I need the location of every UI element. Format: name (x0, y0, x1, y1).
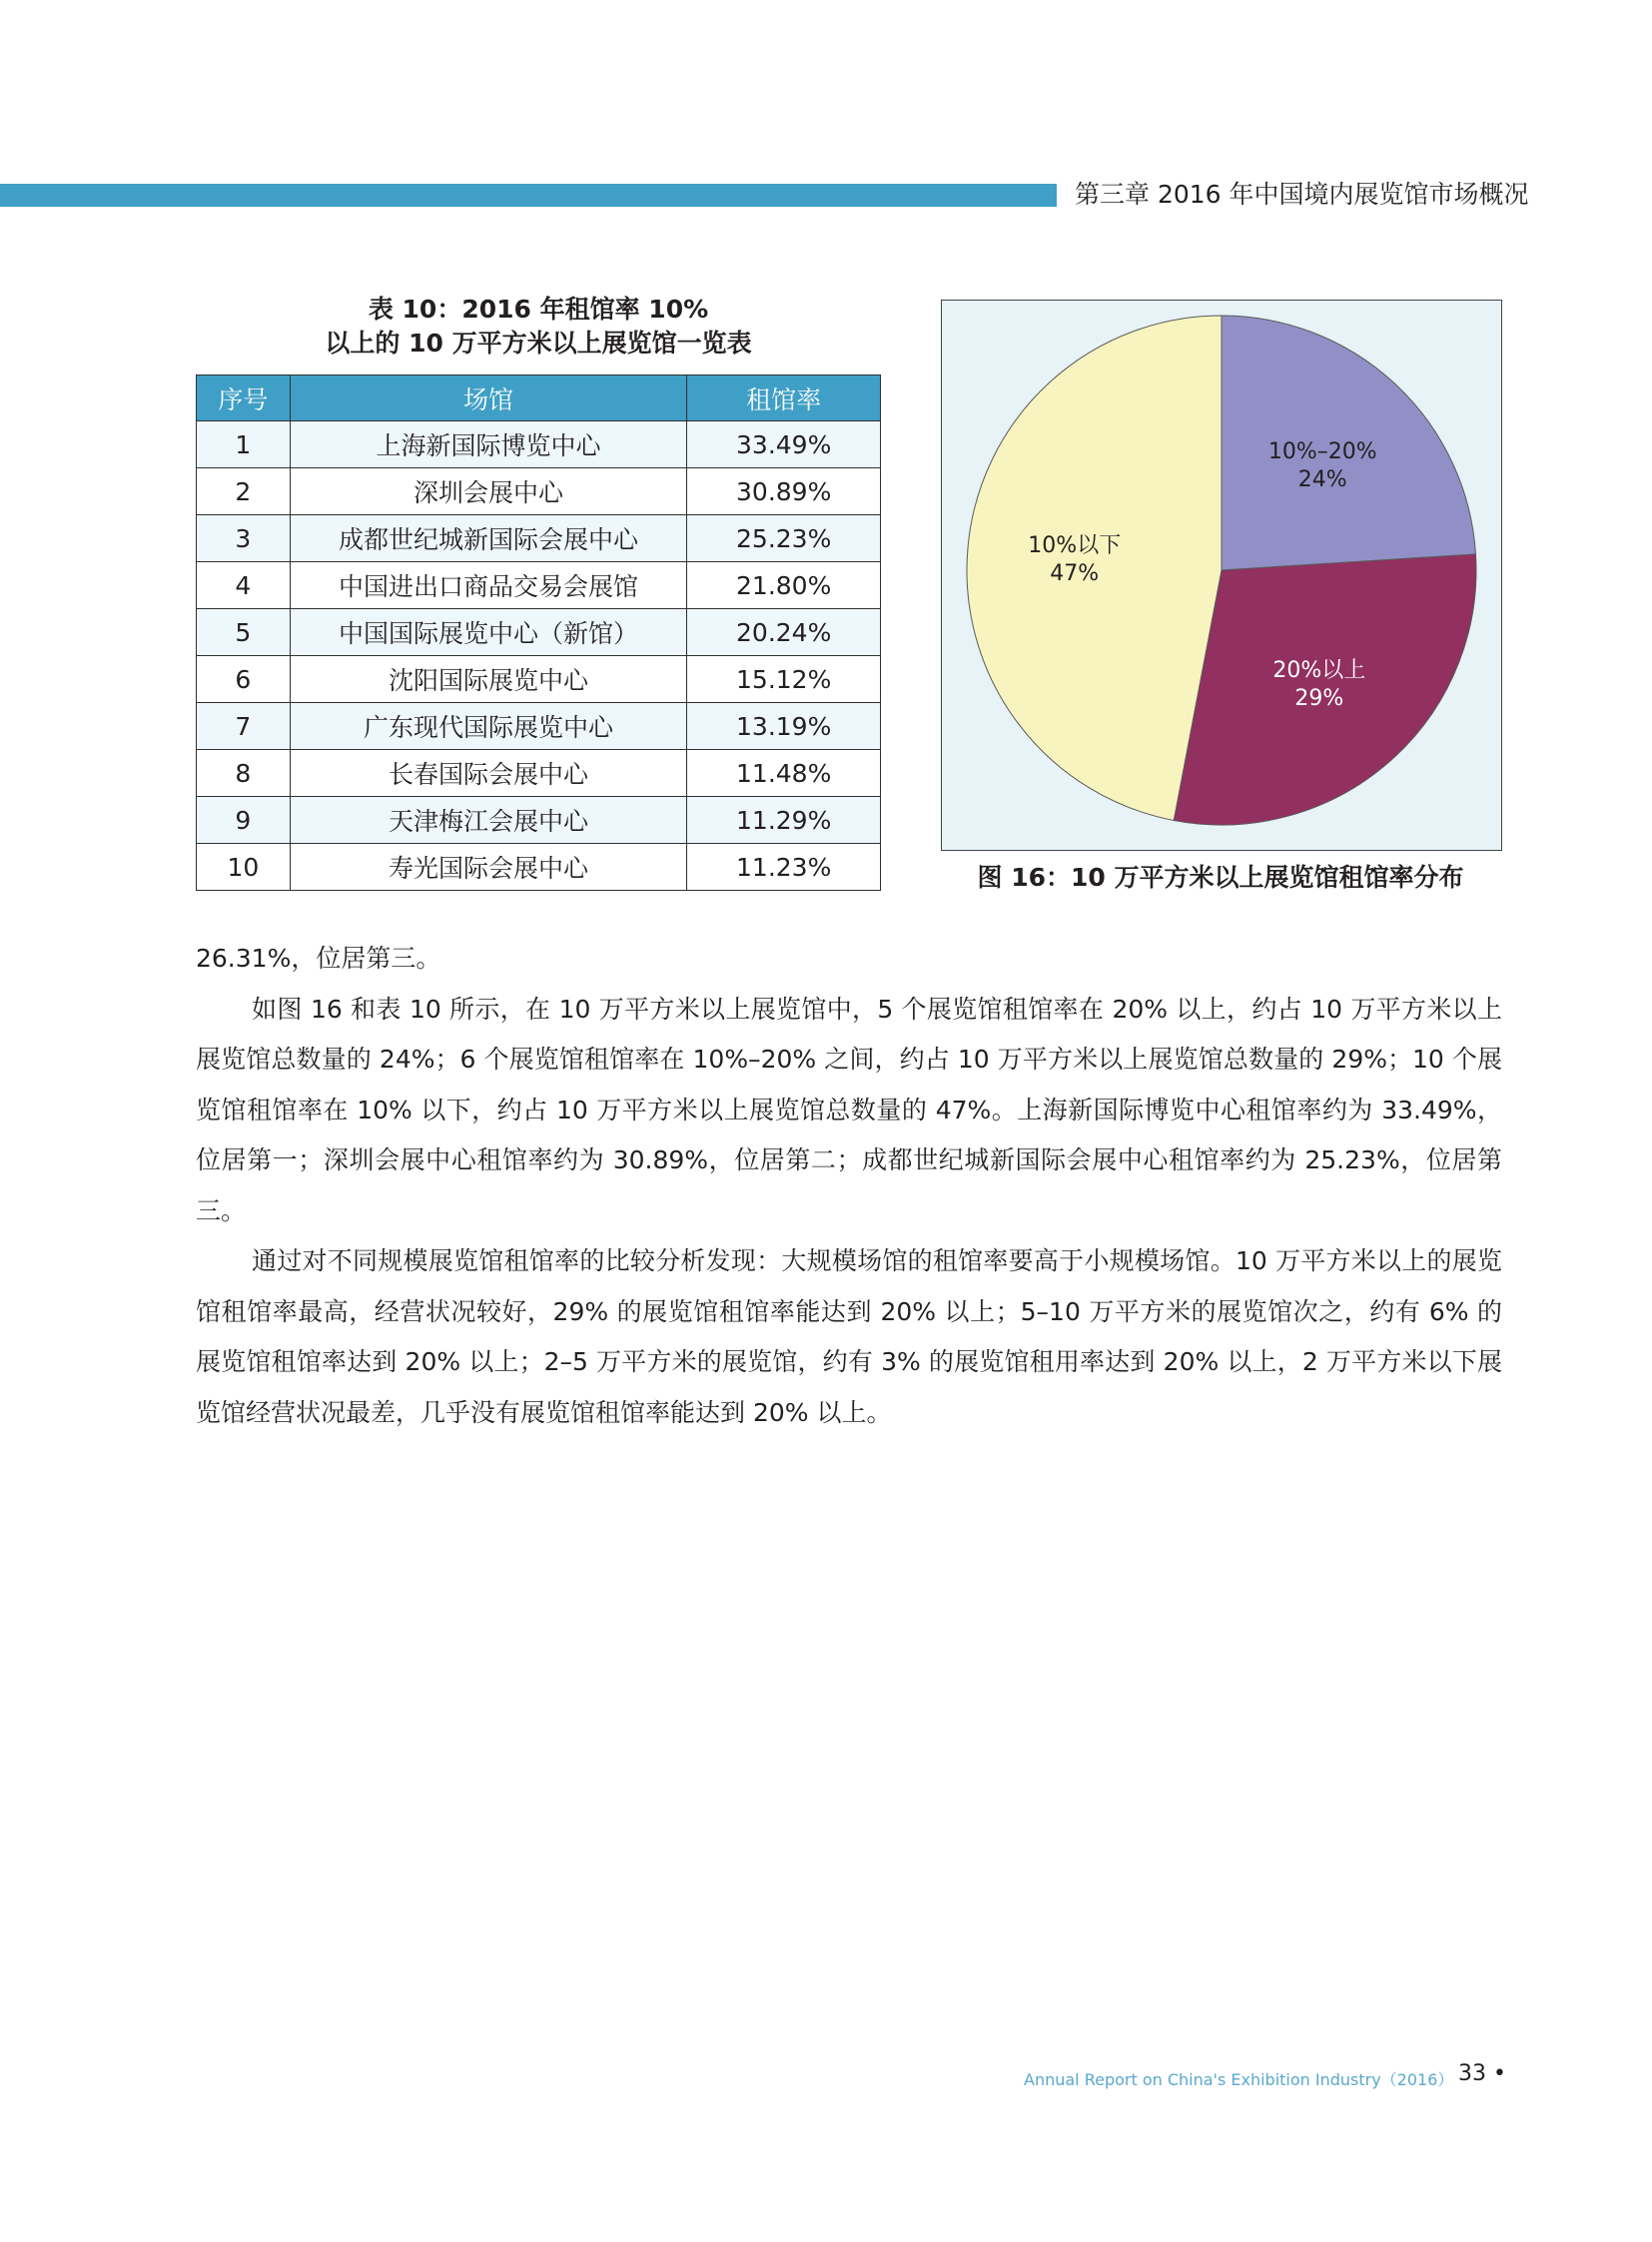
cell-rate: 11.48% (687, 750, 881, 797)
cell-rate: 20.24% (687, 609, 881, 656)
table-row (197, 609, 881, 656)
cell-rate: 25.23% (687, 515, 881, 562)
pie-slice-value-label: 29% (1294, 685, 1344, 711)
pie-chart-frame (941, 300, 1502, 851)
pie-slice-label: 10%–20% (1267, 439, 1377, 465)
cell-rate: 11.23% (687, 844, 881, 891)
cell-venue: 上海新国际博览中心 (290, 421, 687, 468)
body-text (196, 934, 1502, 1438)
paragraph-3: 通过对不同规模展览馆租馆率的比较分析发现：大规模场馆的租馆率要高于小规模场馆。10 万平方米以上的展览馆租馆率最高，经营状况较好，29% 的展览馆租馆率能达到 20% 以上；5–10 万平方米的展览馆次之，约有 6% 的展览馆租馆率达到 20% 以上；2–5 万平方米的展览馆，约有 3% 的展览馆租用率达到 20% 以上，2 万平方米以下展览馆经营状况最差，几乎没有展览馆租馆率能达到 20% 以上。 (196, 1246, 1502, 1427)
cell-no: 8 (197, 750, 291, 797)
paragraph-1: 26.31%，位居第三。 (196, 944, 441, 973)
cell-venue: 天津梅江会展中心 (290, 797, 687, 844)
table-row (197, 844, 881, 891)
cell-no: 1 (197, 421, 291, 468)
cell-no: 10 (197, 844, 291, 891)
cell-no: 5 (197, 609, 291, 656)
cell-rate: 21.80% (687, 562, 881, 609)
cell-rate: 33.49% (687, 421, 881, 468)
cell-venue: 寿光国际会展中心 (290, 844, 687, 891)
table-row (197, 750, 881, 797)
chapter-title: 第三章 2016 年中国境内展览馆市场概况 (1075, 180, 1529, 209)
table-row (197, 797, 881, 844)
paragraph-2: 如图 16 和表 10 所示，在 10 万平方米以上展览馆中，5 个展览馆租馆率在 20% 以上，约占 10 万平方米以上展览馆总数量的 24%；6 个展览馆租馆率在 10%–20% 之间，约占 10 万平方米以上展览馆总数量的 29%；10 个展览馆租馆率在 10% 以下，约占 10 万平方米以上展览馆总数量的 47%。上海新国际博览中心租馆率约为 33.49%，位居第一；深圳会展中心租馆率约为 30.89%，位居第二；成都世纪城新国际会展中心租馆率约为 25.23%，位居第三。 (196, 994, 1502, 1225)
cell-rate: 30.89% (687, 468, 881, 515)
cell-venue: 广东现代国际展览中心 (290, 703, 687, 750)
table-row (197, 421, 881, 468)
cell-venue: 深圳会展中心 (290, 468, 687, 515)
table-row (197, 562, 881, 609)
pie-slice-label: 20%以上 (1272, 657, 1366, 683)
table-row (197, 703, 881, 750)
header-cell-no: 序号 (197, 375, 291, 421)
header-accent-bar (0, 184, 1057, 207)
table-caption-line2: 以上的 10 万平方米以上展览馆一览表 (325, 329, 752, 358)
cell-no: 4 (197, 562, 291, 609)
cell-venue: 中国进出口商品交易会展馆 (290, 562, 687, 609)
cell-no: 3 (197, 515, 291, 562)
cell-no: 9 (197, 797, 291, 844)
cell-venue: 长春国际会展中心 (290, 750, 687, 797)
cell-venue: 沈阳国际展览中心 (290, 656, 687, 703)
cell-no: 2 (197, 468, 291, 515)
table-row (197, 468, 881, 515)
table-header-row (197, 375, 881, 421)
table-caption (196, 293, 881, 361)
cell-no: 6 (197, 656, 291, 703)
cell-rate: 11.29% (687, 797, 881, 844)
cell-no: 7 (197, 703, 291, 750)
table-caption-line1: 表 10：2016 年租馆率 10% (368, 295, 709, 324)
table-row (197, 515, 881, 562)
cell-venue: 中国国际展览中心（新馆） (290, 609, 687, 656)
pie-slice-value-label: 47% (1050, 561, 1100, 587)
cell-rate: 15.12% (687, 656, 881, 703)
pie-chart (942, 301, 1501, 850)
cell-venue: 成都世纪城新国际会展中心 (290, 515, 687, 562)
footer-page-number: 33 • (1458, 2061, 1506, 2086)
pie-slice-value-label: 24% (1297, 467, 1347, 493)
venue-rental-table (196, 374, 881, 891)
header-cell-venue: 场馆 (290, 375, 687, 421)
cell-rate: 13.19% (687, 703, 881, 750)
pie-slice-label: 10%以下 (1028, 533, 1122, 559)
footer-report-name: Annual Report on China's Exhibition Industry（2016） (1024, 2070, 1454, 2089)
header-cell-rate: 租馆率 (687, 375, 881, 421)
figure-caption: 图 16：10 万平方米以上展览馆租馆率分布 (977, 863, 1464, 892)
table-row (197, 656, 881, 703)
